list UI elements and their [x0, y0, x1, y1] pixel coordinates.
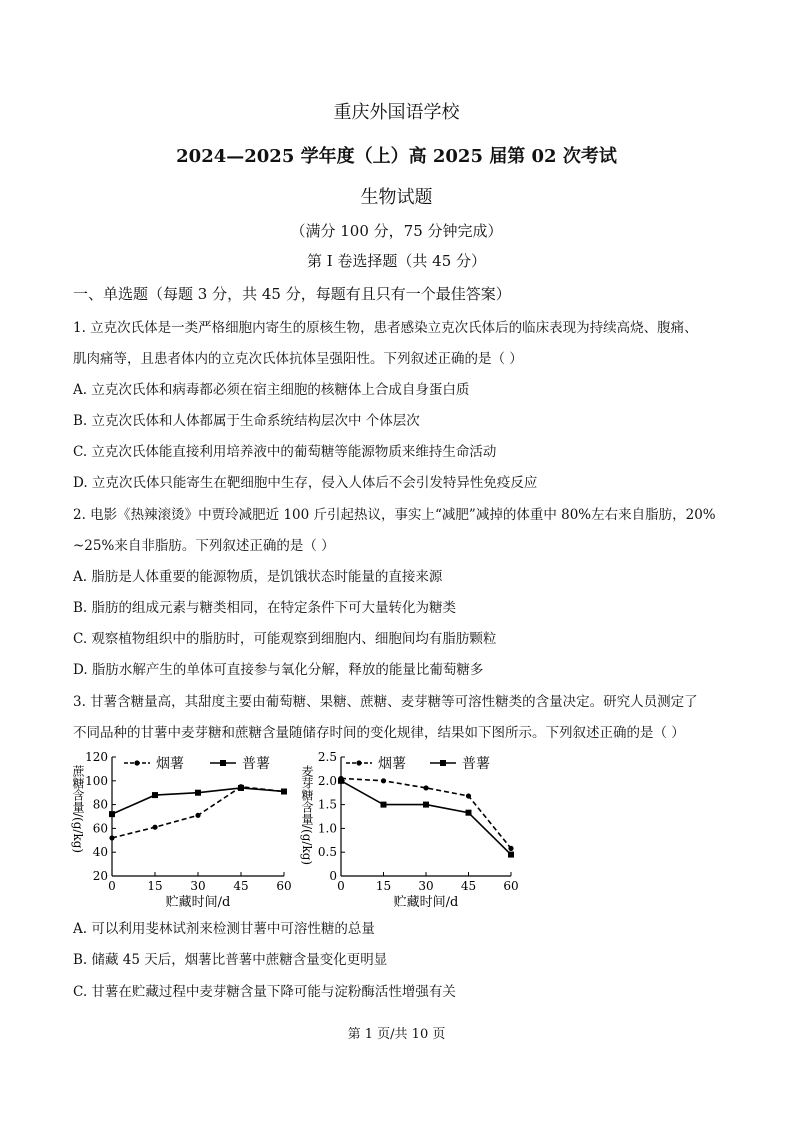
data-point-普薯 [508, 852, 514, 858]
data-point-普薯 [152, 792, 158, 798]
q2-stem-line2: ~25%来自非脂肪。下列叙述正确的是（ ） [73, 538, 335, 554]
y-axis-title-0: 蔗糖含量/(g/kg) [71, 765, 85, 854]
data-point-烟薯 [109, 835, 114, 840]
section-heading: 一、单选题（每题 3 分，共 45 分，每题有且只有一个最佳答案） [73, 285, 511, 303]
legend-label-烟薯: 烟薯 [378, 756, 406, 772]
q2-option-a: A. 脂肪是人体重要的能源物质，是饥饿状态时能量的直接来源 [73, 569, 443, 585]
x-tick-label-1: 60 [503, 879, 519, 893]
exam-title: 2024—2025 学年度（上）高 2025 届第 02 次考试 [176, 146, 617, 167]
data-point-烟薯 [381, 778, 386, 783]
score-note: （满分 100 分，75 分钟完成） [290, 222, 503, 240]
q3-option-c: C. 甘薯在贮藏过程中麦芽糖含量下降可能与淀粉酶活性增强有关 [73, 984, 456, 1000]
q1-stem-line2: 肌肉痛等，且患者体内的立克次氏体抗体呈强阳性。下列叙述正确的是（ ） [73, 351, 523, 367]
data-point-普薯 [381, 802, 387, 808]
q2-option-c: C. 观察植物组织中的脂肪时，可能观察到细胞内、细胞间均有脂肪颗粒 [73, 631, 497, 647]
y-tick-label-1: 1.5 [317, 797, 337, 812]
data-point-烟薯 [195, 813, 200, 818]
legend-label-普薯: 普薯 [462, 756, 490, 772]
y-tick-label-1: 0.5 [317, 845, 337, 860]
y-tick-label-1: 1.0 [317, 821, 337, 836]
q3-option-a: A. 可以利用斐林试剂来检测甘薯中可溶性糖的总量 [73, 921, 375, 937]
q2-option-d: D. 脂肪水解产生的单体可直接参与氧化分解，释放的能量比葡萄糖多 [73, 662, 484, 678]
legend-label-烟薯: 烟薯 [156, 756, 184, 772]
subject-title: 生物试题 [360, 187, 433, 208]
x-tick-label-0: 0 [108, 879, 116, 893]
x-tick-label-0: 15 [147, 879, 163, 893]
legend-marker-普薯 [220, 760, 226, 766]
data-point-普薯 [423, 802, 429, 808]
data-point-普薯 [238, 785, 244, 791]
page-number: 第 1 页/共 10 页 [347, 1027, 446, 1042]
data-point-烟薯 [466, 793, 471, 798]
data-point-普薯 [109, 811, 115, 817]
x-tick-label-1: 15 [375, 879, 392, 893]
q2-stem-line1: 2. 电影《热辣滚烫》中贾玲减肥近 100 斤引起热议，事实上“减肥”减掉的体重中 80%左右来自脂肪，20% [73, 507, 716, 523]
data-point-烟薯 [423, 785, 428, 790]
x-tick-label-1: 45 [460, 879, 477, 893]
x-tick-label-1: 0 [337, 879, 345, 893]
part-title: 第 I 卷选择题（共 45 分） [306, 252, 487, 270]
legend-marker-烟薯 [134, 760, 139, 765]
x-axis-title-1: 贮藏时间/d [393, 895, 459, 910]
legend-marker-烟薯 [356, 760, 361, 765]
y-tick-label-1: 2.5 [317, 750, 337, 764]
data-point-普薯 [195, 790, 201, 796]
y-tick-label-0: 100 [85, 773, 108, 788]
x-tick-label-0: 30 [190, 879, 206, 893]
q3-stem-line2: 不同品种的甘薯中麦芽糖和蔗糖含量随储存时间的变化规律，结果如下图所示。下列叙述正确的是（ ） [73, 725, 685, 741]
x-tick-label-1: 30 [418, 879, 434, 893]
y-tick-label-0: 40 [92, 845, 108, 860]
y-tick-label-0: 60 [92, 821, 108, 836]
q1-option-b: B. 立克次氏体和人体都属于生命系统结构层次中 个体层次 [73, 413, 420, 429]
x-tick-label-0: 45 [233, 879, 249, 893]
y-tick-label-0: 20 [92, 869, 108, 883]
q2-option-b: B. 脂肪的组成元素与糖类相同，在特定条件下可大量转化为糖类 [73, 600, 457, 616]
data-point-普薯 [466, 810, 472, 816]
q3-option-b: B. 储藏 45 天后，烟薯比普薯中蔗糖含量变化更明显 [73, 952, 388, 968]
data-point-普薯 [338, 778, 344, 784]
y-axis-title-1: 麦芽糖含量/(g/kg) [300, 765, 314, 866]
q1-stem-line1: 1. 立克次氏体是一类严格细胞内寄生的原核生物，患者感染立克次氏体后的临床表现为持续高烧、腹痛、 [73, 320, 698, 336]
y-tick-label-1: 2.0 [317, 773, 337, 788]
q3-stem-line1: 3. 甘薯含糖量高，其甜度主要由葡萄糖、果糖、蔗糖、麦芽糖等可溶性糖类的含量决定。研究人员测定了 [73, 694, 698, 710]
q1-option-d: D. 立克次氏体只能寄生在靶细胞中生存，侵入人体后不会引发特异性免疫反应 [73, 475, 538, 491]
legend-marker-普薯 [440, 760, 446, 766]
x-axis-title-0: 贮藏时间/d [165, 895, 231, 910]
x-tick-label-0: 60 [276, 879, 292, 893]
data-point-烟薯 [152, 825, 157, 830]
y-tick-label-0: 80 [92, 797, 108, 812]
school-name: 重庆外国语学校 [333, 102, 460, 123]
y-tick-label-0: 120 [85, 750, 108, 764]
data-point-普薯 [281, 789, 287, 795]
data-point-烟薯 [508, 846, 513, 851]
q1-option-a: A. 立克次氏体和病毒都必须在宿主细胞的核糖体上合成自身蛋白质 [73, 382, 470, 398]
q1-option-c: C. 立克次氏体能直接利用培养液中的葡萄糖等能源物质来维持生命活动 [73, 444, 497, 460]
y-tick-label-1: 0 [329, 869, 337, 883]
legend-label-普薯: 普薯 [242, 756, 270, 772]
q3-charts [0, 745, 793, 915]
